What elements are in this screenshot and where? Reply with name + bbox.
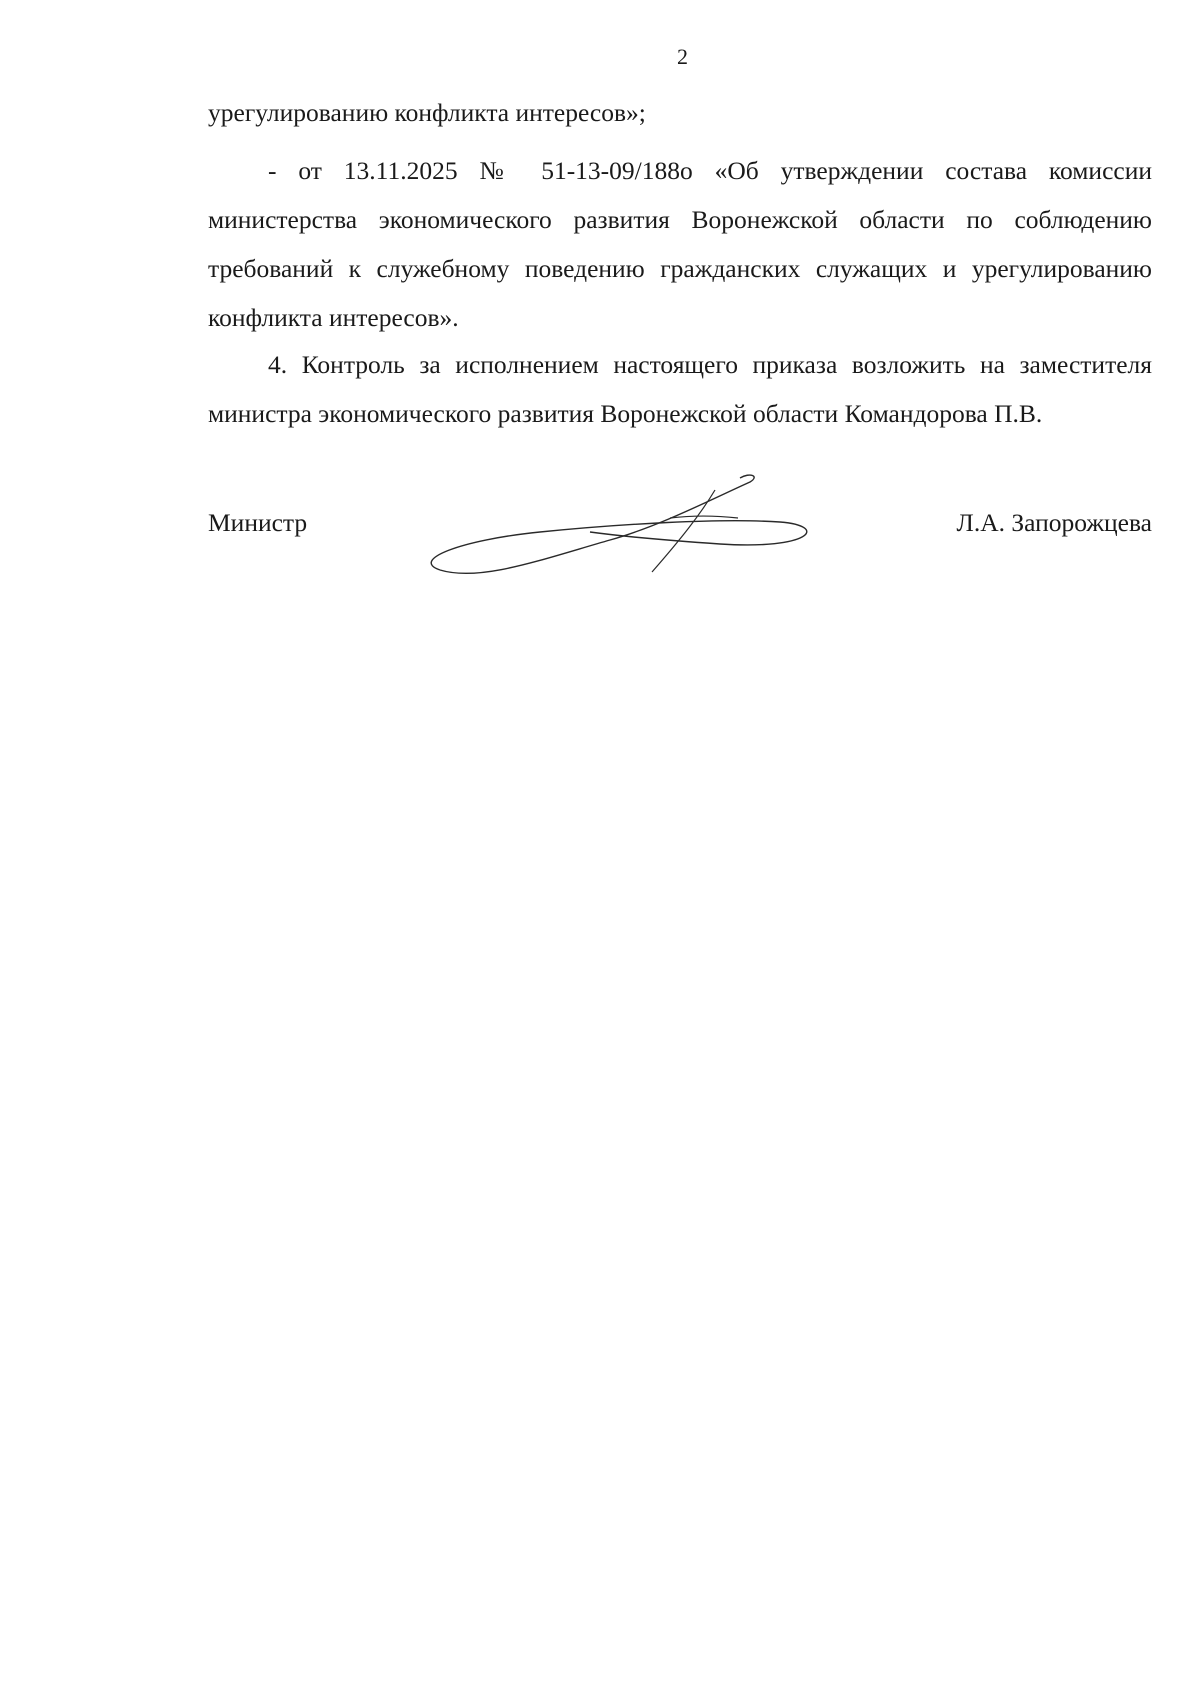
control-clause-item — [208, 340, 1152, 438]
repealed-order-line: министерства экономического развития Воронежской области по соблюдению — [208, 205, 1152, 234]
repealed-order-line: конфликта интересов». — [208, 303, 459, 332]
continuation-line: урегулированию конфликта интересов»; — [208, 98, 646, 127]
handwritten-signature — [420, 470, 840, 590]
control-clause-line: министра экономического развития Воронежской области Командорова П.В. — [208, 399, 1043, 428]
page-number: 2 — [677, 44, 688, 69]
repealed-order-item — [208, 146, 1152, 342]
repealed-order-line: требований к служебному поведению гражданских служащих и урегулированию — [208, 254, 1152, 283]
repealed-order-line: - от 13.11.2025 № 51-13-09/188о «Об утверждении состава комиссии — [268, 156, 1152, 185]
signatory-title: Министр — [208, 508, 308, 537]
signatory-name: Л.А. Запорожцева — [956, 508, 1152, 537]
control-clause-line: 4. Контроль за исполнением настоящего приказа возложить на заместителя — [268, 350, 1152, 379]
